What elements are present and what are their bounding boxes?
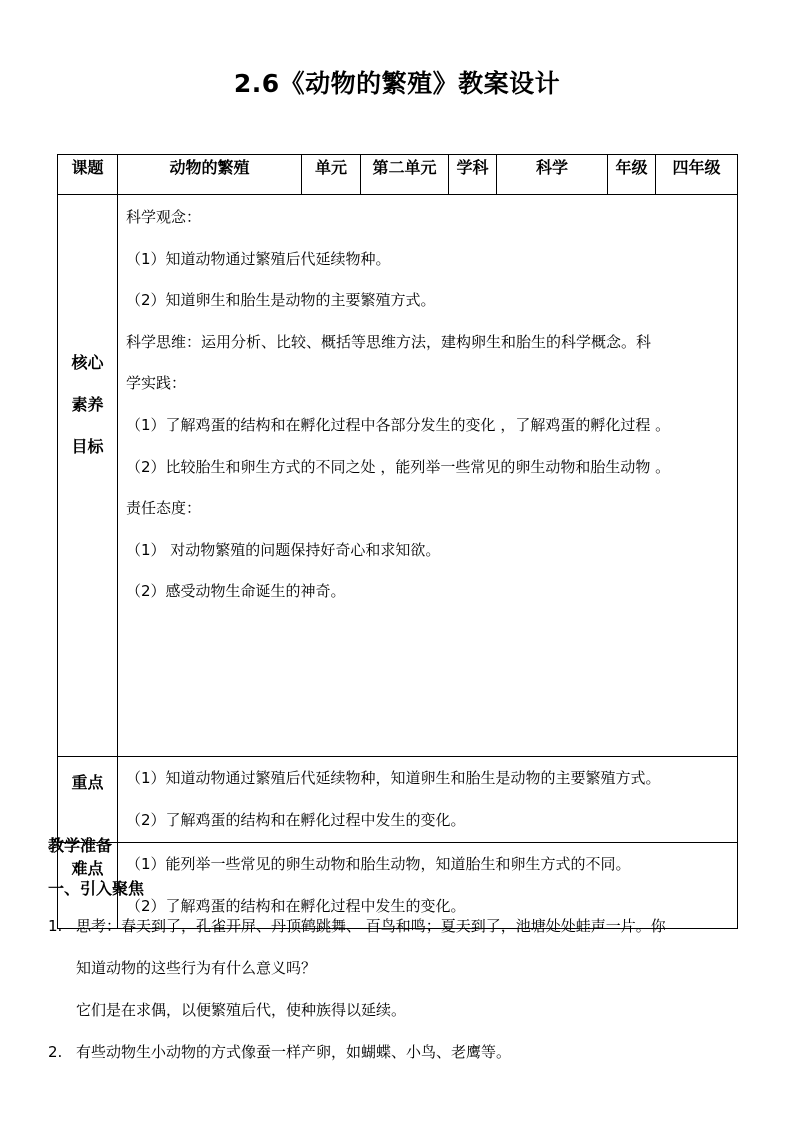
item-number: 2. — [48, 1043, 63, 1061]
difficulty-line: （1）能列举一些常见的卵生动物和胎生动物，知道胎生和卵生方式的不同。 — [126, 855, 631, 873]
lesson-plan-table — [57, 154, 738, 929]
core-line: （2）比较胎生和卵生方式的不同之处 ，能列举一些常见的卵生动物和胎生动物 。 — [126, 457, 671, 476]
unit-label: 单元 — [302, 155, 361, 195]
key-points-label — [58, 757, 118, 843]
item-number: 1. — [48, 917, 63, 935]
core-line: （2）知道卵生和胎生是动物的主要繁殖方式。 — [126, 291, 436, 310]
core-line: （1） 对动物繁殖的问题保持好奇心和求知欲。 — [126, 540, 441, 559]
core-line: （2）感受动物生命诞生的神奇。 — [126, 582, 346, 601]
core-line: 学实践： — [126, 374, 187, 393]
page-title: 2.6《动物的繁殖》教案设计 — [233, 69, 561, 98]
course-value: 动物的繁殖 — [118, 155, 302, 195]
key-points-content — [118, 757, 738, 843]
item-text: 它们是在求偶，以便繁殖后代，使种族得以延续。 — [76, 1001, 407, 1019]
grade-value: 四年级 — [656, 155, 738, 195]
header-row — [58, 155, 738, 195]
core-line: （1）知道动物通过繁殖后代延续物种。 — [126, 249, 391, 268]
core-label-line: 目标 — [71, 437, 104, 456]
prep-heading: 教学准备 — [48, 836, 113, 855]
core-line: 责任态度： — [126, 499, 202, 518]
grade-label: 年级 — [608, 155, 656, 195]
unit-value: 第二单元 — [361, 155, 449, 195]
item-text: 知道动物的这些行为有什么意义吗？ — [76, 959, 317, 977]
core-goals-content — [118, 195, 738, 757]
core-label-line: 素养 — [71, 395, 104, 414]
key-point-line: （2）了解鸡蛋的结构和在孵化过程中发生的变化。 — [126, 810, 466, 829]
difficulty-line: （2）了解鸡蛋的结构和在孵化过程中发生的变化。 — [126, 896, 466, 915]
subject-value: 科学 — [497, 155, 608, 195]
item-text: 思考：春天到了，孔雀开屏、丹顶鹤跳舞、 百鸟和鸣；夏天到了，池塘处处蛙声一片。你 — [76, 917, 666, 935]
item-text: 有些动物生小动物的方式像蚕一样产卵，如蝴蝶、小鸟、老鹰等。 — [76, 1043, 512, 1061]
subject-label: 学科 — [449, 155, 497, 195]
key-points-row — [58, 757, 738, 843]
difficulties-label-text: 难点 — [71, 859, 104, 878]
key-points-label-text: 重点 — [71, 773, 104, 792]
core-goals-row — [58, 195, 738, 757]
core-line: 科学观念： — [126, 208, 202, 226]
key-point-line: （1）知道动物通过繁殖后代延续物种，知道卵生和胎生是动物的主要繁殖方式。 — [126, 769, 661, 787]
core-line: （1）了解鸡蛋的结构和在孵化过程中各部分发生的变化 ，了解鸡蛋的孵化过程 。 — [126, 415, 671, 434]
core-label-line: 核心 — [71, 353, 104, 372]
core-line: 科学思维：运用分析、比较、概括等思维方法，建构卵生和胎生的科学概念。科 — [126, 332, 652, 351]
section-heading: 一、引入聚焦 — [48, 879, 145, 898]
course-label: 课题 — [58, 155, 118, 195]
core-goals-label — [58, 195, 118, 757]
list-item — [48, 905, 748, 1073]
